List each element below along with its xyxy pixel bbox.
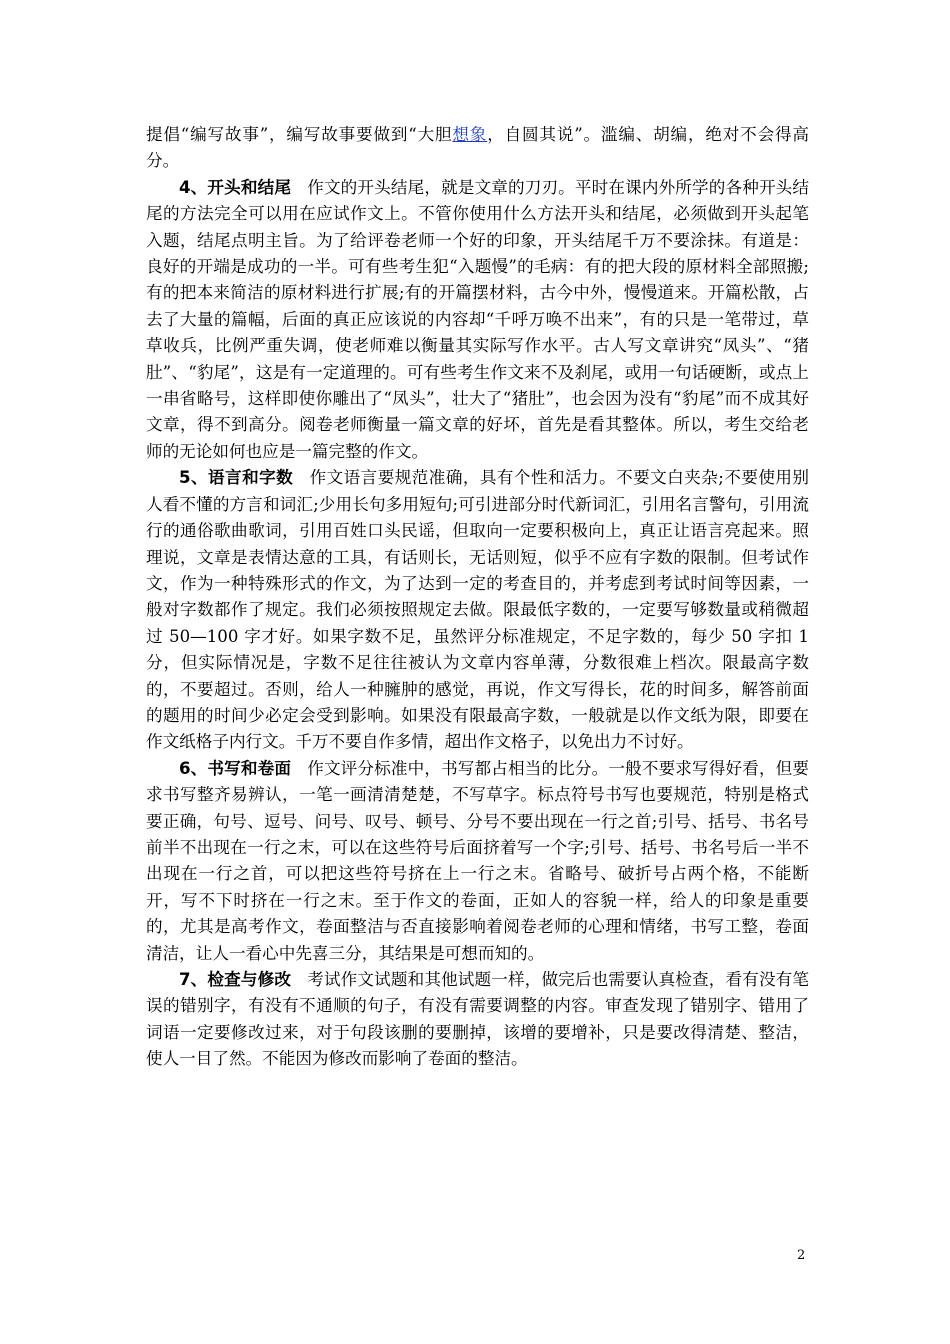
page-number: 2 (797, 1248, 806, 1263)
section-check-revise (146, 967, 809, 1073)
intro-text-before-link: 提倡“编写故事”，编写故事要做到“大胆 (146, 125, 453, 144)
section-body: 作文语言要规范准确，具有个性和活力。不要文白夹杂;不要使用别人看不懂的方言和词汇;少用长句多用短句;可引进部分时代新词汇，引用名言警句，引用流行的通俗歌曲歌词，引用百姓口头民谣，但取向一定要积极向上，真正让语言亮起来。照理说，文章是表情达意的工具，有话则长，无话则短，似乎不应有字数的限制。但考试作文，作为一种特殊形式的作文，为了达到一定的考查目的，并考虑到考试时间等因素，一般对字数都作了规定。我们必须按照规定去做。限最低字数的，一定要写够数量或稍微超过 50—100 字才好。如果字数不足，虽然评分标准规定，不足字数的，每少 50 字扣 1 分，但实际情况是，字数不足往往被认为文章内容单薄，分数很难上档次。限最高字数的，不要超过。否则，给人一种臃肿的感觉，再说，作文写得长，花的时间多，解答前面的题用的时间少必定会受到影响。如果没有限最高字数，一般就是以作文纸为限，即要在作文纸格子内行文。千万不要自作多情，超出作文格子，以免出力不讨好。 (146, 468, 810, 752)
intro-text-after-link: ，自圆其说”。滥编、胡编，绝对不会得高分。 (146, 125, 809, 171)
section-body: 作文评分标准中，书写都占相当的比分。一般不要求写得好看，但要求书写整齐易辨认，一笔一画清清楚楚，不写草字。标点符号书写也要规范，特别是格式要正确，句号、逗号、问号、叹号、顿号、分号不要出现在一行之首;引号、括号、书名号前半不出现在一行之末，可以在这些符号后面挤着写一个字;引号、括号、书名号后一半不出现在一行之首，可以把这些符号挤在上一行之末。省略号、破折号占两个格，不能断开，写不下时挤在一行之末。至于作文的卷面，正如人的容貌一样，给人的印象是重要的，尤其是高考作文，卷面整洁与否直接影响着阅卷老师的心理和情绪，书写工整，卷面清洁，让人一看心中先喜三分，其结果是可想而知的。 (146, 758, 810, 963)
imagination-link[interactable]: 想象 (452, 125, 488, 144)
section-opening-ending (146, 175, 809, 465)
section-heading: 6、书写和卷面 (179, 758, 292, 778)
section-language-word-count (146, 465, 809, 755)
section-heading: 7、检查与修改 (179, 970, 292, 989)
section-heading: 4、开头和结尾 (179, 177, 292, 197)
document-body (146, 122, 809, 1073)
section-body: 作文的开头结尾，就是文章的刀刃。平时在课内外所学的各种开头结尾的方法完全可以用在应试作文上。不管你使用什么方法开头和结尾，必须做到开头起笔入题，结尾点明主旨。为了给评卷老师一个好的印象，开头结尾千万不要涂抹。有道是：良好的开端是成功的一半。可有些考生犯“入题慢”的毛病：有的把大段的原材料全部照搬;有的把本来简洁的原材料进行扩展;有的开篇摆材料，古今中外，慢慢道来。开篇松散，占去了大量的篇幅，后面的真正应该说的内容却“千呼万唤不出来”，有的只是一笔带过，草草收兵，比例严重失调，使老师难以衡量其实际写作水平。古人写文章讲究“凤头”、“猪肚”、“豹尾”，这是有一定道理的。可有些考生作文来不及刹尾，或用一句话硬断，或点上一串省略号，这样即使你雕出了“凤头”，壮大了“猪肚”，也会因为没有“豹尾”而不成其好文章，得不到高分。阅卷老师衡量一篇文章的好坏，首先是看其整体。所以，考生交给老师的无论如何也应是一篇完整的作文。 (146, 177, 810, 461)
section-heading: 5、语言和字数 (179, 468, 294, 488)
section-body: 考试作文试题和其他试题一样，做完后也需要认真检查，看有没有笔误的错别字，有没有不通顺的句子，有没有需要调整的内容。审查发现了错别字、错用了词语一定要修改过来，对于句段该删的要删掉，该增的要增补，只是要改得清楚、整洁，使人一目了然。不能因为修改而影响了卷面的整洁。 (146, 970, 810, 1069)
intro-paragraph (146, 122, 809, 175)
section-handwriting-layout (146, 756, 809, 967)
